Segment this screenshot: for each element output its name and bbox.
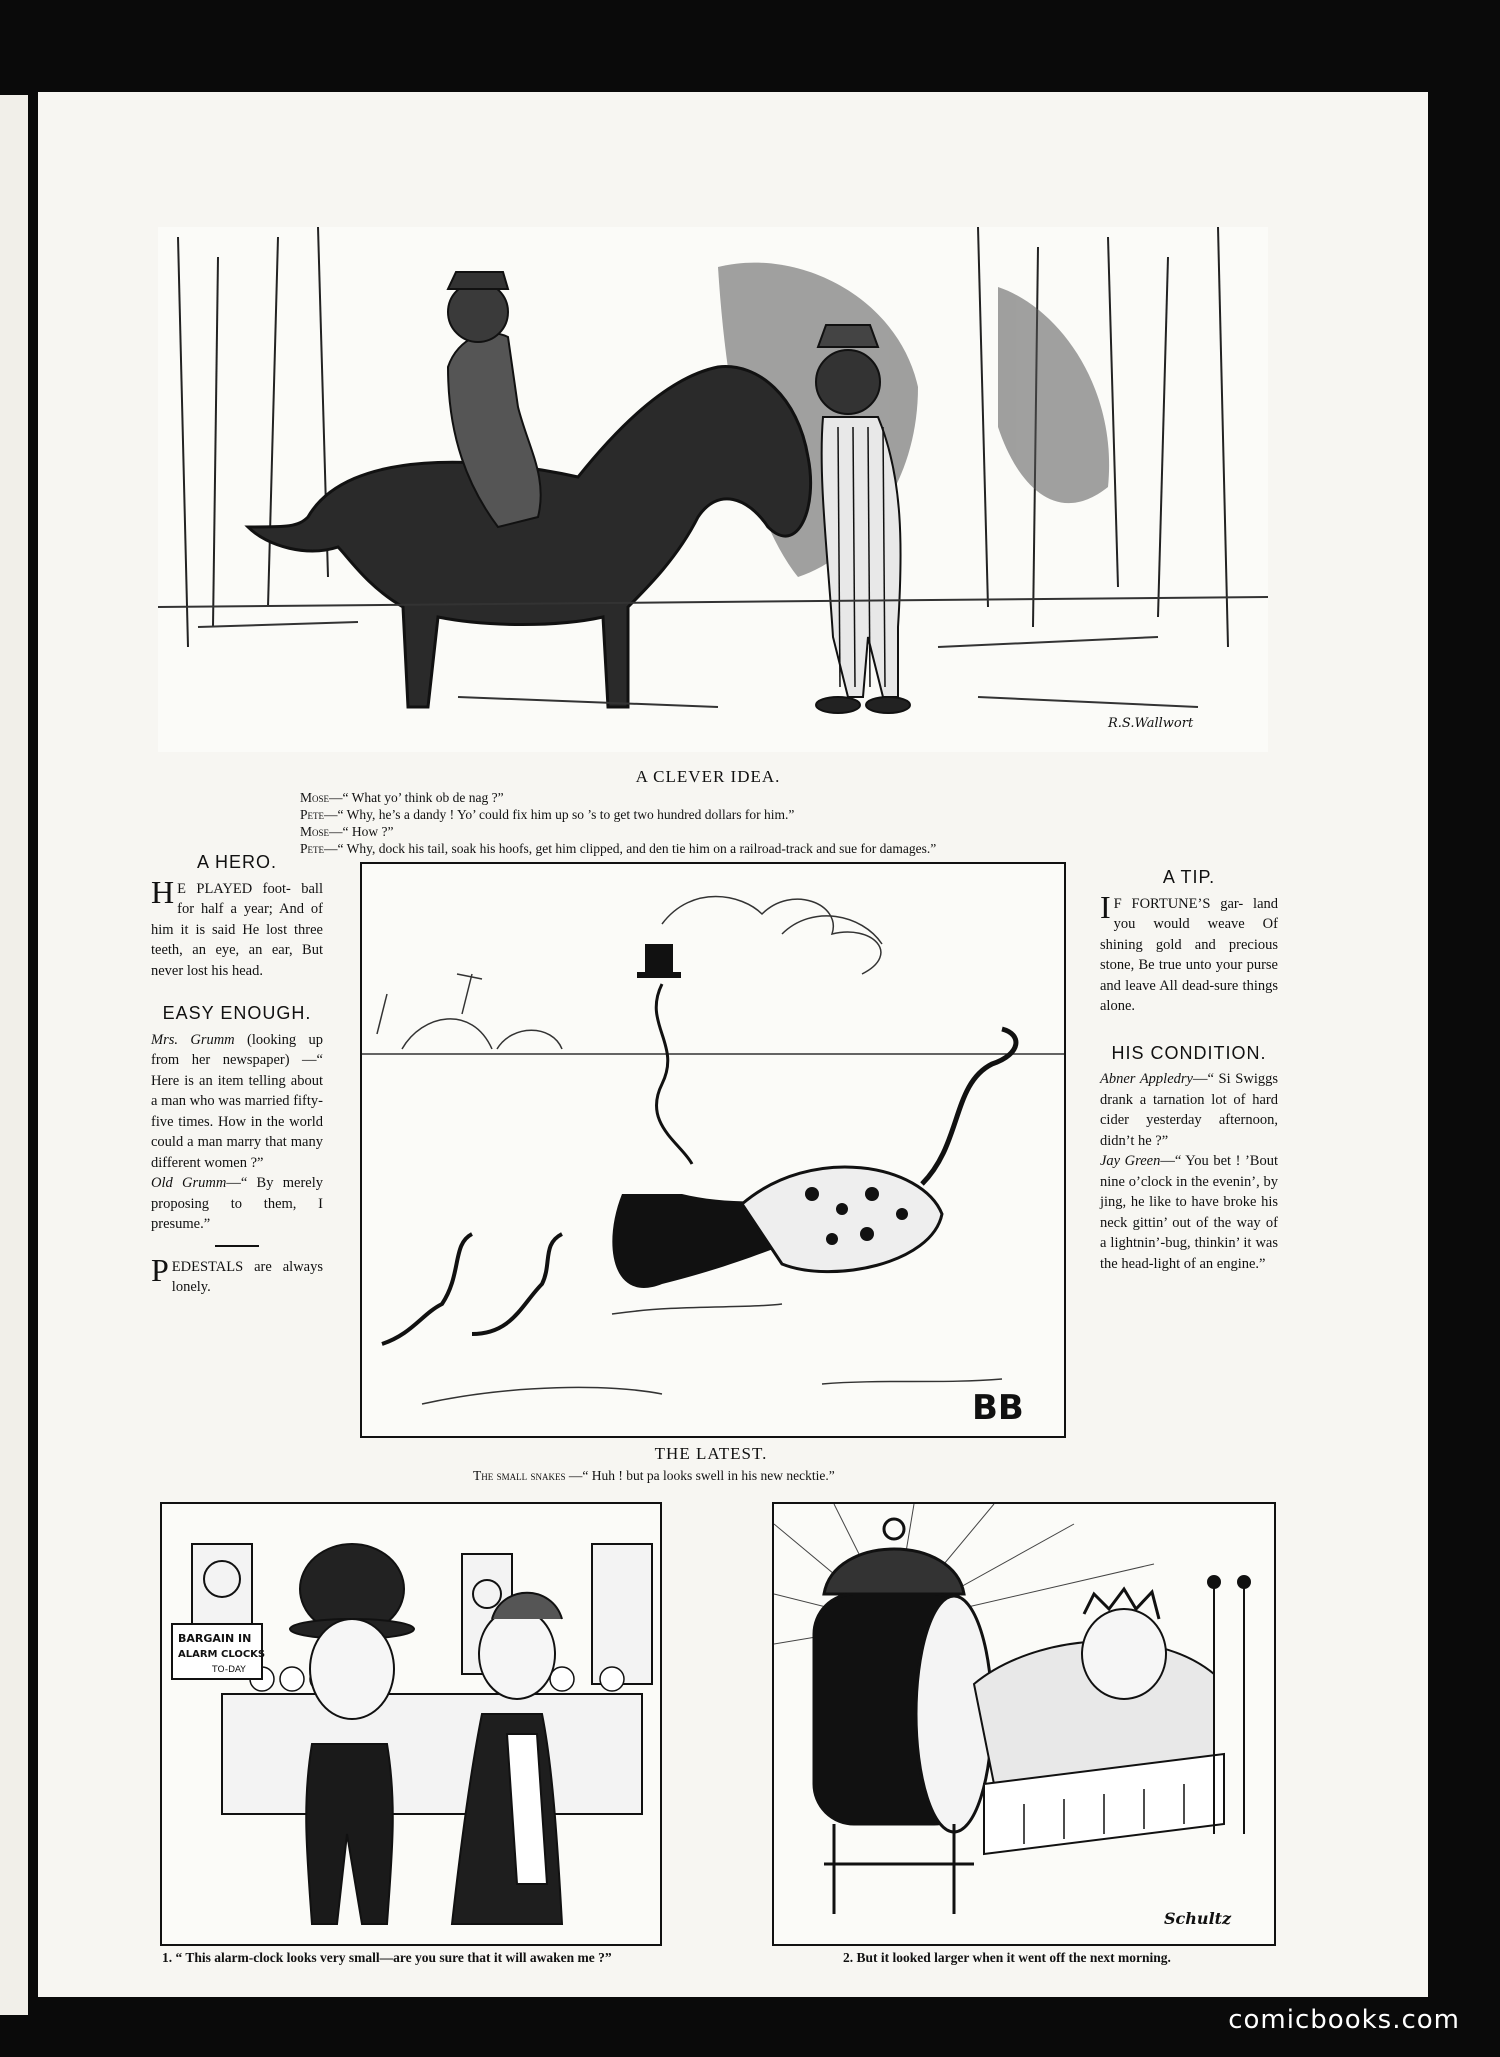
- startled-man-face: [1082, 1609, 1166, 1699]
- spotted-snake-body: [742, 1167, 942, 1272]
- left-column: [151, 852, 323, 1298]
- dialog-speaker: Pete: [300, 841, 325, 856]
- cond-speaker-2: Jay Green: [1100, 1153, 1161, 1169]
- hero-title: A HERO.: [196, 852, 278, 872]
- sign-line-3: TO-DAY: [212, 1665, 246, 1675]
- giant-alarm-clock-panel: [772, 1502, 1276, 1946]
- easy-text-1: (looking up from her newspaper) —“ Here is an item telling about a man who was married fifty-five times. How in the world could a man marry that many different women ?”: [151, 1031, 324, 1171]
- panel-2-caption: 2. But it looked larger when it went off the next morning.: [843, 1950, 1171, 1965]
- the-latest-caption: [473, 1467, 1073, 1484]
- dialog-line: [300, 789, 1200, 806]
- cond-text-1: —“ Si Swiggs drank a tarnation lot of hard cider yesterday afternoon, didn’t he ?”: [1100, 1071, 1278, 1149]
- pedestals-text: [151, 1251, 323, 1298]
- tip-poem-text: F FORTUNE’S gar- land you would weave Of shining gold and precious stone, Be true unto your purse and leave All dead-sure things alone.: [1100, 895, 1278, 1014]
- dialog-speaker: Mose: [300, 824, 330, 839]
- dialog-text: —“ How ?”: [329, 824, 394, 839]
- the-latest-speaker: The small snakes: [473, 1468, 566, 1483]
- clock-bell: [824, 1549, 964, 1594]
- watermark-logo: comicbooks.com: [1228, 2005, 1460, 2035]
- easy-enough-reply: [151, 1173, 323, 1235]
- magazine-page: [38, 92, 1428, 1997]
- clever-idea-dialog: [300, 789, 1200, 857]
- dialog-line: [300, 840, 1200, 857]
- dialog-speaker: Mose: [300, 790, 330, 805]
- the-latest-monogram: BB: [972, 1388, 1024, 1428]
- clever-idea-illustration: [158, 227, 1268, 752]
- shop-drawing: [162, 1504, 660, 1944]
- alarm-clock-shop-panel: [160, 1502, 662, 1946]
- facing-page-edge: [0, 95, 28, 2015]
- his-condition-reply: [1100, 1151, 1278, 1274]
- easy-enough-title: EASY ENOUGH.: [162, 1003, 312, 1023]
- clever-idea-signature: R.S.Wallwort: [1108, 716, 1194, 731]
- his-condition-text: [1100, 1069, 1278, 1151]
- top-hat: [645, 944, 673, 974]
- dialog-line: [300, 823, 1200, 840]
- sign-line-2: ALARM CLOCKS: [178, 1649, 266, 1660]
- dialog-line: [300, 806, 1200, 823]
- tip-poem: [1100, 888, 1278, 1017]
- easy-text-2: —“ By merely proposing to them, I presume.”: [151, 1175, 323, 1232]
- bedroom-signature: Schultz: [1164, 1909, 1232, 1928]
- divider-rule: [215, 1245, 259, 1247]
- dialog-text: —“ What yo’ think ob de nag ?”: [329, 790, 504, 805]
- hero-dropcap: H: [151, 873, 175, 910]
- dialog-text: —“ Why, dock his tail, soak his hoofs, get him clipped, and den tie him on a railroad-track and sue for damages.”: [324, 841, 937, 856]
- his-condition-title: HIS CONDITION.: [1111, 1042, 1267, 1063]
- cond-speaker-1: Abner Appledry: [1100, 1071, 1193, 1087]
- dialog-speaker: Pete: [300, 807, 325, 822]
- dialog-text: —“ Why, he’s a dandy ! Yo’ could fix him up so ’s to get two hundred dollars for him.”: [324, 807, 795, 822]
- the-latest-caption-text: —“ Huh ! but pa looks swell in his new necktie.”: [565, 1468, 835, 1483]
- easy-enough-text: [151, 1030, 323, 1174]
- hero-poem-text: E PLAYED foot- ball for half a year; And of him it is said He lost three teeth, an eye, an ear, But never lost his head.: [151, 880, 323, 979]
- sign-line-1: BARGAIN IN: [178, 1632, 252, 1645]
- pedestals-line: EDESTALS are always lonely.: [171, 1258, 323, 1295]
- pedestals-dropcap: P: [151, 1251, 169, 1288]
- tip-title: A TIP.: [1162, 867, 1216, 887]
- clever-idea-title: A CLEVER IDEA.: [635, 767, 781, 786]
- snake-drawing: [362, 864, 1064, 1436]
- easy-speaker-1: Mrs. Grumm: [151, 1031, 235, 1048]
- easy-speaker-2: Old Grumm: [151, 1175, 227, 1191]
- the-latest-illustration: [360, 862, 1066, 1438]
- the-latest-title: THE LATEST.: [654, 1444, 768, 1463]
- bedroom-drawing: [774, 1504, 1274, 1944]
- clever-idea-drawing: [158, 227, 1268, 752]
- tip-dropcap: I: [1100, 888, 1111, 925]
- panel-1-caption: 1. “ This alarm-clock looks very small—are you sure that it will awaken me ?”: [162, 1950, 612, 1965]
- right-column: [1100, 867, 1278, 1274]
- cond-text-2: —“ You bet ! ’Bout nine o’clock in the evenin’, by jing, he like to have broke his neck gittin’ out of the way of a lightnin’-bug, thinkin’ it was the head-light of an engine.”: [1100, 1153, 1278, 1272]
- hero-poem: [151, 873, 323, 982]
